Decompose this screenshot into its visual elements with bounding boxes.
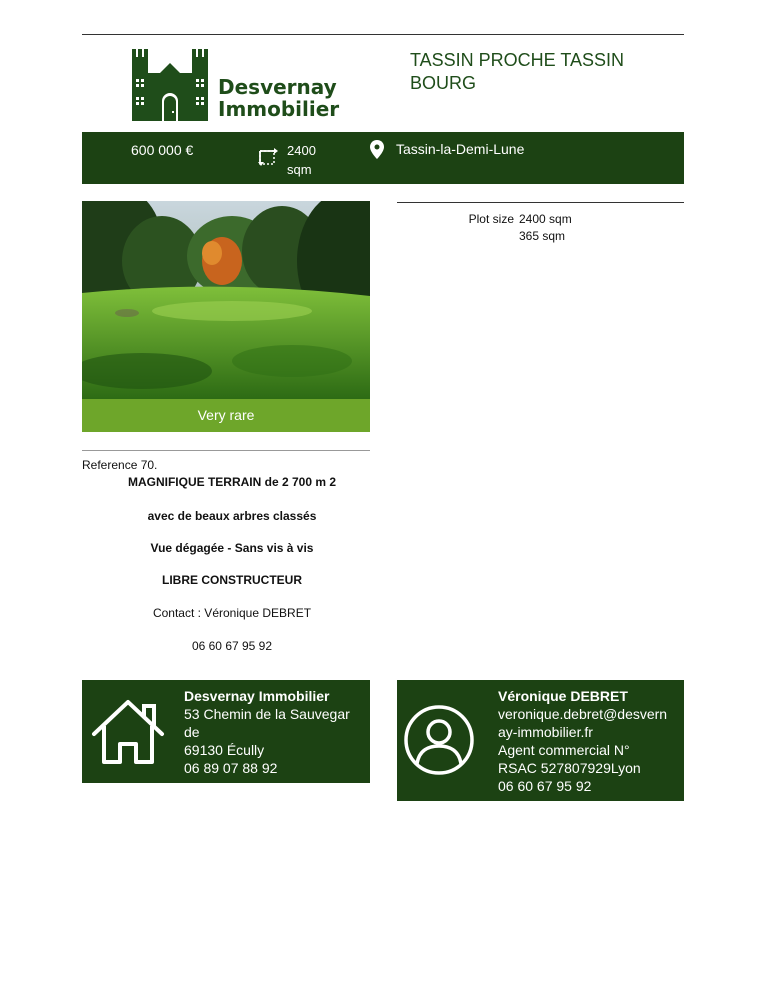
- page-title: [410, 49, 680, 95]
- description-divider: [82, 450, 370, 451]
- city: Tassin-la-Demi-Lune: [396, 141, 525, 157]
- description-line1: MAGNIFIQUE TERRAIN de 2 700 m 2: [127, 475, 337, 489]
- title-line2: BOURG: [410, 73, 477, 93]
- title-line1: TASSIN PROCHE TASSIN: [410, 50, 625, 70]
- description-line2: avec de beaux arbres classés: [147, 509, 317, 523]
- agent-role-line2: RSAC 527807929Lyon: [498, 760, 641, 776]
- agent-card: [397, 680, 684, 801]
- logo-text-line2: Immobilier: [218, 97, 340, 121]
- description-line5: Contact : Véronique DEBRET: [152, 606, 312, 620]
- agency-phone: 06 89 07 88 92: [184, 760, 278, 776]
- reference: Reference 70.: [82, 458, 158, 472]
- description-line4: LIBRE CONSTRUCTEUR: [162, 573, 302, 587]
- agency-address3: 69130 Écully: [184, 742, 265, 758]
- logo-text-line1: Desvernay: [218, 75, 337, 99]
- agency-address2: de: [184, 724, 200, 740]
- description-line3: Vue dégagée - Sans vis à vis: [150, 541, 314, 555]
- agent-details: [498, 687, 667, 795]
- area-unit: sqm: [287, 162, 312, 177]
- agent-phone: 06 60 67 95 92: [498, 778, 592, 794]
- property-photo: [82, 201, 370, 399]
- spec-row-living: [430, 228, 572, 245]
- top-divider: [82, 34, 684, 35]
- photo-caption: Very rare: [82, 399, 370, 432]
- agent-email-line1: veronique.debret@desvern: [498, 706, 668, 722]
- specs-table: [430, 211, 572, 245]
- living-area-value: 365 sqm: [519, 229, 566, 243]
- agency-card: [82, 680, 370, 783]
- agent-name: Véronique DEBRET: [498, 688, 628, 704]
- spec-row-plot: [430, 211, 572, 228]
- plot-size-label: Plot size: [468, 212, 514, 226]
- area: [287, 141, 337, 179]
- specs-divider: [397, 202, 684, 203]
- agent-email-line2: ay-immobilier.fr: [498, 724, 593, 740]
- area-value: 2400: [287, 143, 316, 158]
- plot-size-value: 2400 sqm: [519, 212, 572, 226]
- agency-details: [184, 687, 350, 777]
- price: 600 000 €: [131, 142, 194, 158]
- agent-role-line1: Agent commercial N°: [498, 742, 630, 758]
- agency-name: Desvernay Immobilier: [184, 688, 330, 704]
- description-line6: 06 60 67 95 92: [191, 639, 273, 653]
- map-pin-icon: [370, 140, 384, 159]
- user-avatar-icon: [403, 704, 475, 776]
- area-icon: [258, 148, 280, 166]
- info-bar: [82, 132, 684, 184]
- logo-text: [218, 76, 339, 120]
- agency-address1: 53 Chemin de la Sauvegar: [184, 706, 350, 722]
- house-icon: [90, 698, 166, 766]
